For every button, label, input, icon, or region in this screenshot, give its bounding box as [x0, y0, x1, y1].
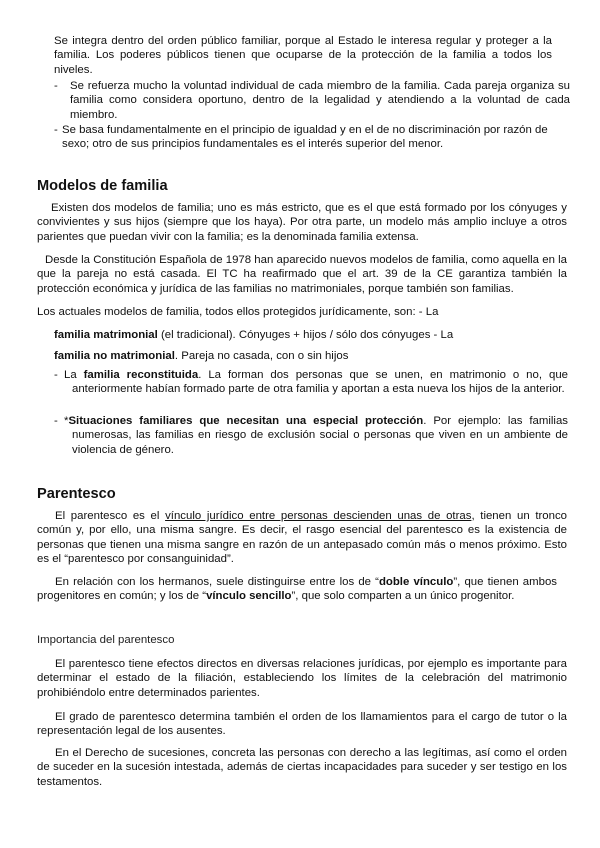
text-run: , tienen un tronco común y, por ello, una misma sangre. Es decir, el rasgo esencial del parentesco es la existencia de personas que tienen una misma sangre en razón de un antepasado común más o menos próximo. Esto es el “parentesco por consanguinidad”.: [37, 510, 567, 565]
list-item-text: Se basa fundamentalmente en el principio de igualdad y en el de no discriminación por razón de sexo; otro de sus principios fundamentales es el interés superior del menor.: [62, 124, 548, 151]
text-run: *: [64, 415, 69, 427]
list-dash: -: [54, 415, 58, 427]
text-run: . La forman dos personas que se unen, en matrimonio o no, que anteriormente habían formado parte de otra familia y aportan a esta nueva los hijos de la anterior.: [72, 369, 568, 396]
paragraph: [54, 349, 564, 363]
list-dash: -: [54, 124, 58, 136]
paragraph: [37, 575, 557, 604]
text-run: . Por ejemplo: las familias numerosas, las familias en riesgo de exclusión social o personas que viven en un ambiente de violencia de género.: [72, 415, 568, 456]
list-item-text: [54, 414, 568, 457]
underlined-text: vínculo jurídico entre personas descienden unas de otras: [165, 510, 472, 522]
text-run: La: [64, 369, 84, 381]
bold-term: familia matrimonial: [54, 329, 158, 341]
paragraph: Los actuales modelos de familia, todos ellos protegidos jurídicamente, son: - La: [37, 306, 439, 318]
section-heading-parentesco: Parentesco: [37, 486, 116, 502]
paragraph: En el Derecho de sucesiones, concreta las personas con derecho a las legítimas, así como el orden de suceder en la sucesión intestada, además de ciertas incapacidades para suceder y ser testigo en los testamentos.: [37, 747, 567, 788]
list-item-text: [54, 368, 568, 397]
list-dash: -: [54, 80, 58, 92]
subheading-importancia: Importancia del parentesco: [37, 634, 175, 646]
section-heading-modelos: Modelos de familia: [37, 178, 168, 194]
paragraph: [37, 509, 567, 566]
paragraph: El grado de parentesco determina también el orden de los llamamientos para el cargo de tutor o la representación legal de los ausentes.: [37, 711, 567, 738]
list-dash: -: [54, 369, 58, 381]
paragraph: Existen dos modelos de familia; uno es más estricto, que es el que está formado por los cónyuges y convivientes y sus hijos (siempre que los haya). Por otra parte, un modelo más amplio incluye a otros parientes que puedan vivir con la familia; es la denominada familia extensa.: [37, 202, 567, 243]
paragraph: [54, 328, 564, 342]
text-run: . Pareja no casada, con o sin hijos: [174, 350, 349, 362]
list-item: [54, 414, 568, 457]
list-item: [54, 123, 560, 152]
text-run: El parentesco es el: [55, 510, 166, 522]
bold-term: familia reconstituida: [83, 369, 199, 381]
text-run: ”, que tienen ambos progenitores en común; y los de “: [37, 576, 557, 603]
paragraph: El parentesco tiene efectos directos en diversas relaciones jurídicas, por ejemplo es importante para determinar el estado de la filiación, estableciendo los límites de la celebración del matrimonio prohibiéndolo entre determinados parientes.: [37, 658, 567, 699]
list-item: [54, 368, 568, 397]
text-run: ”, que solo comparten a un único progenitor.: [291, 590, 515, 603]
bold-term: familia no matrimonial: [54, 350, 175, 362]
text-run: (el tradicional). Cónyuges + hijos / sólo dos cónyuges - La: [157, 329, 454, 341]
bold-term: Situaciones familiares que necesitan una especial protección: [68, 415, 424, 427]
text-run: En relación con los hermanos, suele distinguirse entre los de “: [55, 576, 379, 588]
paragraph: Desde la Constitución Española de 1978 han aparecido nuevos modelos de familia, como aquella en la que la pareja no está casada. El TC ha reafirmado que el art. 39 de la CE garantiza también la protección económica y jurídica de las familias no matrimoniales, porque también son familias.: [37, 254, 567, 295]
bold-term: doble vínculo: [378, 576, 454, 588]
list-item: [54, 79, 570, 122]
bold-term: vínculo sencillo: [206, 590, 292, 603]
list-item-continuation: Se integra dentro del orden público familiar, porque al Estado le interesa regular y proteger a la familia. Los poderes públicos tienen que ocuparse de la protección de la familia a todos los niveles.: [54, 35, 552, 76]
list-item-text: Se refuerza mucho la voluntad individual de cada miembro de la familia. Cada pareja organiza su familia como considera oportuno, dentro de la legalidad y atendiendo a la voluntad de cada miembro.: [70, 80, 570, 121]
